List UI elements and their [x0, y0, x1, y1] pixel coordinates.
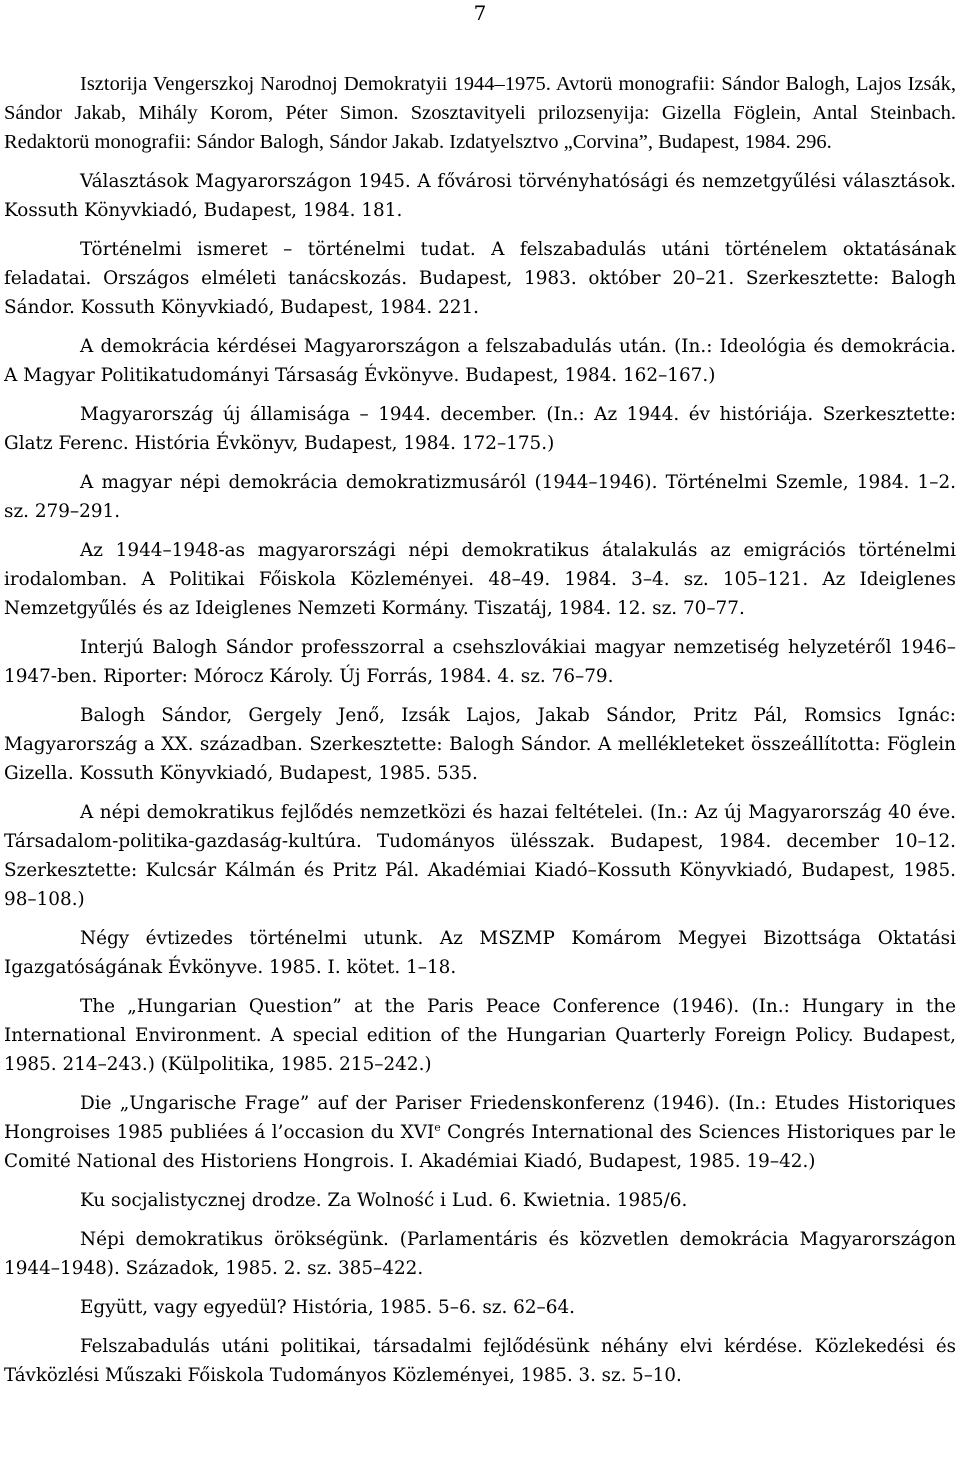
bibliography-entry: A magyar népi demokrácia demokratizmusáról (1944–1946). Történelmi Szemle, 1984. 1–2. sz. 279–291.	[4, 472, 956, 522]
entry-text-before-superscript: Die „Ungarische Frage” auf der Pariser Friedenskonferenz (1946). (In.: Etudes Historiques Hongroises 1985 publiées á l’occasion du XVI	[4, 1093, 956, 1143]
bibliography-entry: Ku socjalistycznej drodze. Za Wolność i Lud. 6. Kwietnia. 1985/6.	[80, 1190, 688, 1211]
bibliography-entry: Balogh Sándor, Gergely Jenő, Izsák Lajos, Jakab Sándor, Pritz Pál, Romsics Ignác: Magyarország a XX. században. Szerkesztette: Balogh Sándor. A mellékleteket összeállította: Föglein Gizella. Kossuth Könyvkiadó, Budapest, 1985. 535.	[4, 705, 956, 784]
bibliography-entry: Választások Magyarországon 1945. A fővárosi törvényhatósági és nemzetgyűlési választások. Kossuth Könyvkiadó, Budapest, 1984. 181.	[4, 171, 956, 221]
ordinal-superscript: e	[434, 1120, 441, 1134]
bibliography-entry: The „Hungarian Question” at the Paris Peace Conference (1946). (In.: Hungary in the International Environment. A special edition of the Hungarian Quarterly Foreign Policy. Budapest, 1985. 214–243.) (Külpolitika, 1985. 215–242.)	[4, 996, 956, 1075]
bibliography-entry: Négy évtizedes történelmi utunk. Az MSZMP Komárom Megyei Bizottsága Oktatási Igazgatóságának Évkönyve. 1985. I. kötet. 1–18.	[4, 928, 956, 978]
entry-text-after-superscript: Congrés International des Sciences Historiques par le Comité National des Historiens Hongrois. I. Akadémiai Kiadó, Budapest, 1985. 19–42.)	[4, 1122, 956, 1172]
bibliography-entry: Interjú Balogh Sándor professzorral a csehszlovákiai magyar nemzetiség helyzetéről 1946–1947-ben. Riporter: Mórocz Károly. Új Forrás, 1984. 4. sz. 76–79.	[4, 637, 956, 687]
bibliography-entry: A népi demokratikus fejlődés nemzetközi és hazai feltételei. (In.: Az új Magyarország 40 éve. Társadalom-politika-gazdaság-kultúra. Tudományos ülésszak. Budapest, 1984. december 10–12. Szerkesztette: Kulcsár Kálmán és Pritz Pál. Akadémiai Kiadó–Kossuth Könyvkiadó, Budapest, 1985. 98–108.)	[4, 802, 956, 910]
bibliography-entry: Magyarország új államisága – 1944. december. (In.: Az 1944. év históriája. Szerkesztette: Glatz Ferenc. História Évkönyv, Budapest, 1984. 172–175.)	[4, 404, 956, 454]
bibliography-entry	[4, 1089, 956, 1176]
bibliography-entry: Az 1944–1948-as magyarországi népi demokratikus átalakulás az emigrációs történelmi irodalomban. A Politikai Főiskola Közleményei. 48–49. 1984. 3–4. sz. 105–121. Az Ideiglenes Nemzetgyűlés és az Ideiglenes Nemzeti Kormány. Tiszatáj, 1984. 12. sz. 70–77.	[4, 540, 956, 619]
page-number: 7	[473, 1, 487, 25]
bibliography-entry: Történelmi ismeret – történelmi tudat. A felszabadulás utáni történelem oktatásának feladatai. Országos elméleti tanácskozás. Budapest, 1983. október 20–21. Szerkesztette: Balogh Sándor. Kossuth Könyvkiadó, Budapest, 1984. 221.	[4, 239, 956, 318]
bibliography-entry: Isztorija Vengerszkoj Narodnoj Demokratyii 1944–1975. Avtorü monografii: Sándor Balogh, Lajos Izsák, Sándor Jakab, Mihály Korom, Péter Simon. Szosztavityeli prilozsenyija: Gizella Föglein, Antal Steinbach. Redaktorü monografii: Sándor Balogh, Sándor Jakab. Izdatyelsztvo „Corvina”, Budapest, 1984. 296.	[4, 73, 956, 153]
bibliography-list	[4, 70, 956, 1400]
bibliography-entry: Népi demokratikus örökségünk. (Parlamentáris és közvetlen demokrácia Magyarországon 1944–1948). Századok, 1985. 2. sz. 385–422.	[4, 1229, 956, 1279]
bibliography-entry: A demokrácia kérdései Magyarországon a felszabadulás után. (In.: Ideológia és demokrácia. A Magyar Politikatudományi Társaság Évkönyve. Budapest, 1984. 162–167.)	[4, 336, 956, 386]
bibliography-entry: Együtt, vagy egyedül? História, 1985. 5–6. sz. 62–64.	[80, 1297, 575, 1318]
bibliography-entry: Felszabadulás utáni politikai, társadalmi fejlődésünk néhány elvi kérdése. Közlekedési és Távközlési Műszaki Főiskola Tudományos Közleményei, 1985. 3. sz. 5–10.	[4, 1336, 956, 1386]
